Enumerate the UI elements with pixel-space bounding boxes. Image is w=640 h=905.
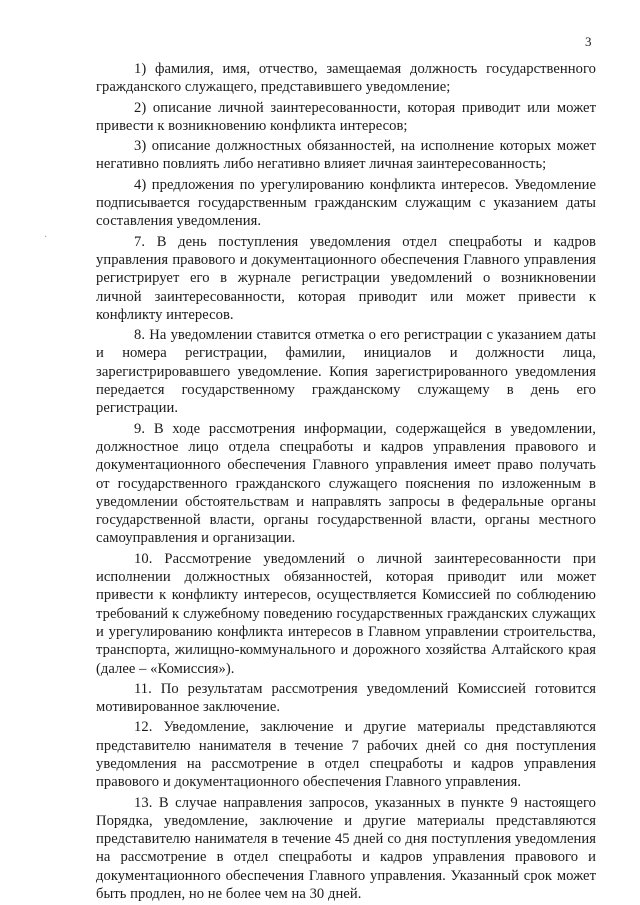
clause-11: 11. По результатам рассмотрения уведомлений Комиссией готовится мотивированное заключение. [96, 680, 596, 716]
document-body [96, 60, 596, 905]
list-item-proposals: 4) предложения по урегулированию конфликта интересов. Уведомление подписывается государственным гражданским служащим с указанием даты составления уведомления. [96, 176, 596, 230]
clause-9: 9. В ходе рассмотрения информации, содержащейся в уведомлении, должностное лицо отдела спецработы и кадров управления правового и документационного обеспечения Главного управления имеет право получать от государственного гражданского служащего пояснения по изложенным в уведомлении обстоятельствам и направлять запросы в федеральные органы государственной власти, органы государственной власти, органы местного самоуправления и организации. [96, 420, 596, 547]
clause-12: 12. Уведомление, заключение и другие материалы представляются представителю нанимателя в течение 7 рабочих дней со дня поступления уведомления на рассмотрение в отдел спецработы и кадров управления правового и документационного обеспечения Главного управления. [96, 719, 596, 791]
page-number: 3 [585, 34, 592, 49]
margin-mark: · [44, 232, 48, 243]
list-item-duties: 3) описание должностных обязанностей, на исполнение которых может негативно повлиять либо негативно влияет личная заинтересованность; [96, 138, 596, 173]
clause-7: 7. В день поступления уведомления отдел спецработы и кадров управления правового и документационного обеспечения Главного управления регистрирует его в журнале регистрации уведомлений о возникновении личной заинтересованности, которая приводит или может привести к конфликту интересов. [96, 233, 596, 323]
clause-10: 10. Рассмотрение уведомлений о личной заинтересованности при исполнении должностных обязанностей, которая приводит или может привести к конфликту интересов, осуществляется Комиссией по соблюдению требований к служебному поведению государственных гражданских служащих и урегулированию конфликта интересов в Главном управлении строительства, транспорта, жилищно-коммунального и дорожного хозяйства Алтайского края (далее – «Комиссия»). [96, 550, 596, 677]
list-item-personal-interest: 2) описание личной заинтересованности, которая приводит или может привести к возникновению конфликта интересов; [96, 99, 596, 134]
list-item-full-name: 1) фамилия, имя, отчество, замещаемая должность государственного гражданского служащего, представившего уведомление; [96, 61, 596, 96]
clause-8: 8. На уведомлении ставится отметка о его регистрации с указанием даты и номера регистрации, фамилии, инициалов и должности лица, зарегистрировавшего уведомление. Копия зарегистрированного уведомления передается государственному гражданскому служащему в день его регистрации. [96, 327, 596, 417]
clause-13: 13. В случае направления запросов, указанных в пункте 9 настоящего Порядка, уведомление, заключение и другие материалы представляются представителю нанимателя в течение 45 дней со дня поступления уведомления на рассмотрение в отдел спецработы и кадров управления правового и документационного обеспечения Главного управления. Указанный срок может быть продлен, но не более чем на 30 дней. [96, 794, 596, 903]
